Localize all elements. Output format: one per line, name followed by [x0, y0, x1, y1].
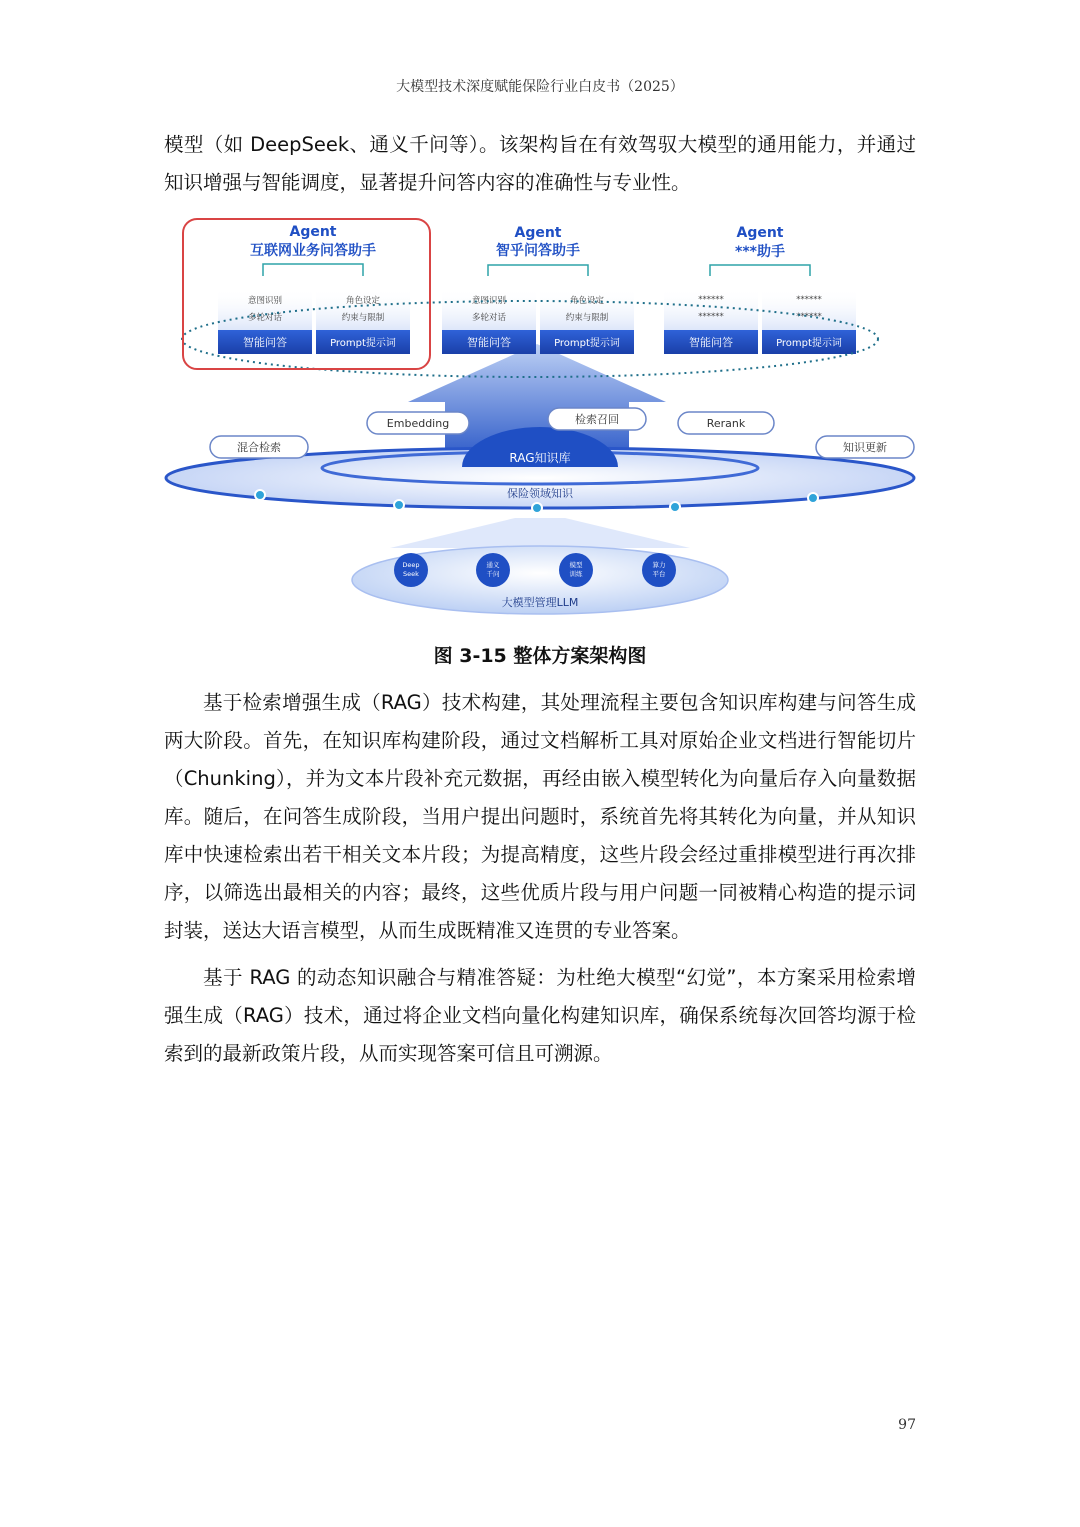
- svg-text:Agent: Agent: [514, 225, 562, 241]
- svg-text:算力: 算力: [652, 561, 666, 569]
- llm-beam: [390, 518, 690, 548]
- svg-text:智能问答: 智能问答: [243, 336, 287, 349]
- svg-text:智能问答: 智能问答: [689, 336, 733, 349]
- svg-text:知识更新: 知识更新: [843, 441, 887, 454]
- svg-text:检索召回: 检索召回: [575, 413, 619, 426]
- pill-embedding: [367, 412, 469, 434]
- svg-text:******: ******: [698, 312, 724, 322]
- svg-text:角色设定: 角色设定: [569, 296, 605, 306]
- svg-text:Deep: Deep: [402, 561, 420, 569]
- svg-text:通义: 通义: [486, 561, 500, 569]
- body-paragraph-2: 基于 RAG 的动态知识融合与精准答疑：为杜绝大模型“幻觉”，本方案采用检索增强生成（RAG）技术，通过将企业文档向量化构建知识库，确保系统每次回答均源于检索到的最新政策片段，从而实现答案可信且可溯源。: [164, 966, 916, 1065]
- agent-2: [442, 225, 634, 354]
- svg-text:Prompt提示词: Prompt提示词: [776, 338, 842, 349]
- svg-text:智乎问答助手: 智乎问答助手: [496, 243, 580, 259]
- body-paragraph-1: 基于检索增强生成（RAG）技术构建，其处理流程主要包含知识库构建与问答生成两大阶段。首先，在知识库构建阶段，通过文档解析工具对原始企业文档进行智能切片（Chunking），并为文本片段补充元数据，再经由嵌入模型转化为向量后存入向量数据库。随后，在问答生成阶段，当用户提出问题时，系统首先将其转化为向量，并从知识库中快速检索出若干相关文本片段；为提高精度，这些片段会经过重排模型进行再次排序，以筛选出最相关的内容；最终，这些优质片段与用户问题一同被精心构造的提示词封装，送达大语言模型，从而生成既精准又连贯的专业答案。: [164, 691, 916, 942]
- intro-paragraph: 模型（如 DeepSeek、通义千问等）。该架构旨在有效驾驭大模型的通用能力，并通过知识增强与智能调度，显著提升问答内容的准确性与专业性。: [164, 133, 916, 194]
- domain-label: 保险领域知识: [507, 487, 573, 500]
- figure-caption: 图 3-15 整体方案架构图: [433, 645, 647, 667]
- svg-text:Agent: Agent: [289, 224, 337, 240]
- svg-text:约束与限制: 约束与限制: [341, 313, 385, 323]
- svg-text:意图识别: 意图识别: [247, 296, 283, 306]
- svg-text:多轮对话: 多轮对话: [247, 313, 283, 323]
- svg-text:******: ******: [796, 312, 822, 322]
- svg-text:约束与限制: 约束与限制: [565, 313, 609, 323]
- pill-update: [816, 436, 914, 458]
- svg-text:模型: 模型: [569, 561, 583, 569]
- svg-text:训练: 训练: [569, 570, 583, 578]
- svg-text:角色设定: 角色设定: [345, 296, 381, 306]
- running-header: 大模型技术深度赋能保险行业白皮书（2025）: [396, 79, 684, 95]
- agent-3: [664, 225, 856, 354]
- svg-text:Seek: Seek: [403, 570, 419, 578]
- svg-text:互联网业务问答助手: 互联网业务问答助手: [250, 243, 376, 259]
- pill-retrieval: [548, 408, 646, 430]
- architecture-figure: [160, 212, 920, 622]
- svg-text:******: ******: [698, 295, 724, 305]
- llm-icon-compute: [642, 553, 676, 587]
- svg-text:千问: 千问: [486, 570, 500, 578]
- svg-text:Embedding: Embedding: [386, 417, 450, 430]
- agent-1: [218, 224, 410, 354]
- rag-label: RAG知识库: [509, 451, 571, 465]
- svg-text:******: ******: [796, 295, 822, 305]
- svg-text:意图识别: 意图识别: [471, 296, 507, 306]
- svg-text:平台: 平台: [652, 570, 666, 578]
- page-number: 97: [898, 1417, 916, 1433]
- svg-text:Rerank: Rerank: [706, 417, 746, 430]
- llm-icon-training: [559, 553, 593, 587]
- svg-text:Prompt提示词: Prompt提示词: [554, 338, 620, 349]
- llm-label: 大模型管理LLM: [501, 596, 579, 609]
- llm-icon-deepseek: [394, 553, 428, 587]
- svg-text:Agent: Agent: [736, 225, 784, 241]
- svg-text:多轮对话: 多轮对话: [471, 313, 507, 323]
- pill-rerank: [678, 412, 774, 434]
- svg-text:混合检索: 混合检索: [237, 441, 281, 454]
- svg-text:Prompt提示词: Prompt提示词: [330, 338, 396, 349]
- svg-text:智能问答: 智能问答: [467, 336, 511, 349]
- svg-text:***助手: ***助手: [735, 244, 785, 260]
- llm-icon-tongyi: [476, 553, 510, 587]
- pill-hybrid: [210, 436, 308, 458]
